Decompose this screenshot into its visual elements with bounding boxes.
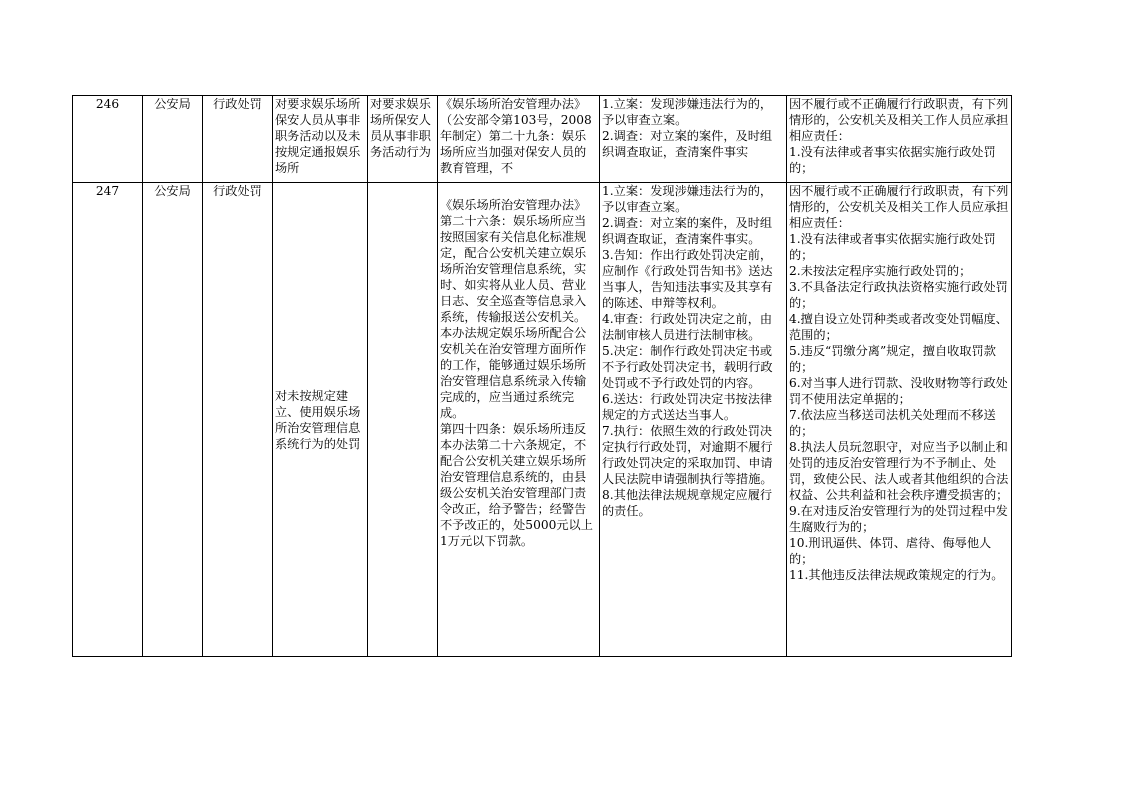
process-step: 7.执行：依照生效的行政处罚决定执行行政处罚，对逾期不履行行政处罚决定的采取加罚、申请人民法院申请强制执行等措施。 <box>602 424 773 486</box>
process-step: 1.立案：发现涉嫌违法行为的，予以审查立案。 <box>602 97 773 127</box>
responsibility <box>787 96 1012 183</box>
department: 公安局 <box>143 96 203 183</box>
responsibility-item: 4.擅自设立处罚种类或者改变处罚幅度、范围的； <box>789 312 1008 342</box>
item-name <box>273 96 368 183</box>
responsibility-item: 10.刑讯逼供、体罚、虐待、侮辱他人的； <box>789 536 992 566</box>
sub-item-name-text: 对要求娱乐场所保安人员从事非职务活动行为 <box>370 97 431 159</box>
responsibility-item: 6.对当事人进行罚款、没收财物等行政处罚不使用法定单据的； <box>789 376 1008 406</box>
legal-basis-text: 《娱乐场所治安管理办法》（公安部令第103号，2008年制定）第二十九条：娱乐场所应当加强对保安人员的教育管理，不 <box>440 97 592 175</box>
responsibility-item: 9.在对违反治安管理行为的处罚过程中发生腐败行为的； <box>789 504 1008 534</box>
responsibility <box>787 183 1012 657</box>
process-step: 2.调查：对立案的案件，及时组织调查取证，查清案件事实。 <box>602 216 773 246</box>
process-step: 3.告知：作出行政处罚决定前，应制作《行政处罚告知书》送达当事人，告知违法事实及其享有的陈述、申辩等权利。 <box>602 248 773 310</box>
table-row <box>73 183 1012 657</box>
power-type: 行政处罚 <box>203 183 273 657</box>
responsibility-item: 11.其他违反法律法规政策规定的行为。 <box>789 568 1004 582</box>
responsibility-item: 8.执法人员玩忽职守，对应当予以制止和处罚的违反治安管理行为不予制止、处罚，致使公民、法人或者其他组织的合法权益、公共利益和社会秩序遭受损害的； <box>789 440 1009 502</box>
legal-basis <box>438 183 600 657</box>
department: 公安局 <box>143 183 203 657</box>
table-row <box>73 96 1012 183</box>
process-step: 8.其他法律法规规章规定应履行的责任。 <box>602 488 773 518</box>
process-steps <box>600 96 787 183</box>
responsibility-item: 3.不具备法定行政执法资格实施行政处罚的； <box>789 280 1008 310</box>
process-steps <box>600 183 787 657</box>
sub-item-name <box>368 96 438 183</box>
responsibility-item: 5.违反“罚缴分离”规定，擅自收取罚款的； <box>789 344 996 374</box>
row-number: 247 <box>73 183 143 657</box>
responsibility-item: 2.未按法定程序实施行政处罚的； <box>789 264 972 278</box>
process-step: 6.送达：行政处罚决定书按法律规定的方式送达当事人。 <box>602 392 773 422</box>
legal-basis-paragraph: 《娱乐场所治安管理办法》第二十六条：娱乐场所应当按照国家有关信息化标准规定，配合公安机关建立娱乐场所治安管理信息系统，实时、如实将从业人员、营业日志、安全巡查等信息录入系统，传输报送公安机关。本办法规定娱乐场所配合公安机关在治安管理方面所作的工作，能够通过娱乐场所治安管理信息系统录入传输完成的，应当通过系统完成。 <box>440 198 587 420</box>
responsibility-item: 1.没有法律或者事实依据实施行政处罚的； <box>789 232 996 262</box>
item-name-text: 对要求娱乐场所保安人员从事非职务活动以及未按规定通报娱乐场所 <box>275 97 361 175</box>
power-list-table <box>72 95 1012 657</box>
row-number: 246 <box>73 96 143 183</box>
power-type: 行政处罚 <box>203 96 273 183</box>
sub-item-name <box>368 183 438 657</box>
process-step: 2.调查：对立案的案件，及时组织调查取证，查清案件事实 <box>602 129 773 159</box>
item-name: 对未按规定建立、使用娱乐场所治安管理信息系统行为的处罚 <box>273 183 368 657</box>
process-step: 1.立案：发现涉嫌违法行为的，予以审查立案。 <box>602 184 773 214</box>
legal-basis-paragraph: 第四十四条：娱乐场所违反本办法第二十六条规定，不配合公安机关建立娱乐场所治安管理信息系统的，由县级公安机关治安管理部门责令改正，给予警告；经警告不予改正的，处5000元以上1万元以下罚款。 <box>440 422 593 548</box>
responsibility-item: 1.没有法律或者事实依据实施行政处罚的； <box>789 145 996 175</box>
legal-basis <box>438 96 600 183</box>
responsibility-item: 7.依法应当移送司法机关处理而不移送的； <box>789 408 996 438</box>
process-step: 4.审查：行政处罚决定之前，由法制审核人员进行法制审核。 <box>602 312 773 342</box>
responsibility-intro: 因不履行或不正确履行行政职责，有下列情形的，公安机关及相关工作人员应承担相应责任： <box>789 97 1009 143</box>
responsibility-intro: 因不履行或不正确履行行政职责，有下列情形的，公安机关及相关工作人员应承担相应责任： <box>789 184 1009 230</box>
process-step: 5.决定：制作行政处罚决定书或不予行政处罚决定书，载明行政处罚或不予行政处罚的内容。 <box>602 344 773 390</box>
